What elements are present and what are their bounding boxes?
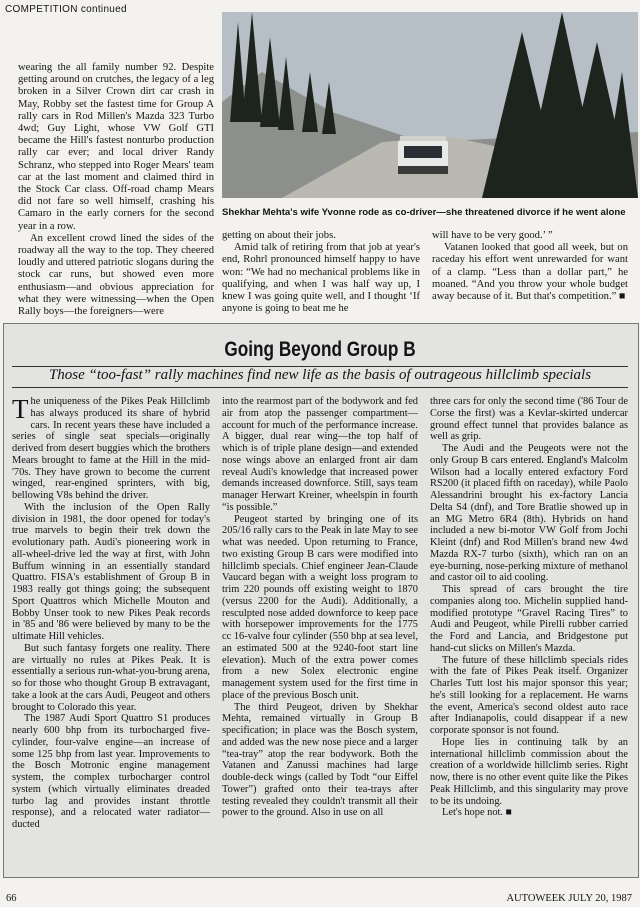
sidebar-paragraph: The 1987 Audi Sport Quattro S1 produces nearly 600 bhp from its turbocharged five-cylinder, four-valve engine—an increase of some 125 bhp from last year. Improvements to the Bosch Motronic engine management system, the complex turbocharger control system (which virtually eliminates dreaded turbo lag and provides instant throttle response), and a relocated water radiator—ducted: [12, 713, 210, 830]
rally-car: [398, 136, 448, 174]
article-paragraph: Vatanen looked that good all week, but on raceday his effort went unrewarded for want of a clamp. “Less than a dollar part,” he moaned. “And you throw your whole budget away because of it. But that's competition.” ■: [432, 242, 628, 303]
article-column-2: [222, 230, 420, 315]
page-number: 66: [6, 893, 17, 904]
drop-cap: T: [12, 394, 29, 424]
sidebar-column-2: [222, 396, 418, 819]
sidebar-paragraph: But such fantasy forgets one reality. There are virtually no rules at Pikes Peak. It is essentially a serious run-what-you-brung arena, so for those who thought Group B extravagant, take a look at the cars Audi, Peugeot and others brought to Colorado this year.: [12, 642, 210, 713]
sidebar-paragraph: Let's hope not. ■: [442, 807, 512, 819]
subtitle-rule: [12, 387, 628, 388]
sidebar-paragraph: The future of these hillclimb specials rides with the fate of Pikes Peak itself. Organizer Charles Tutt lost his major sponsor this year; he's still looking for a replacement. He warns the event, America's second oldest auto race after Indianapolis, could disappear if a new corporate sponsor is not found.: [430, 654, 628, 736]
article-column-1: [18, 62, 214, 318]
sidebar-column-3: [430, 396, 628, 819]
sidebar-column-1: [12, 396, 210, 831]
photo-illustration: [222, 12, 638, 198]
sidebar-paragraph: into the rearmost part of the bodywork and fed air from atop the passenger compartment—account for much of the performance increase. A bigger, dual rear wing—the top half of which is of triple plane design—and extended nose wings above an enlarged front air dam reveal Audi's knowledge that increased power demands increased downforce. Still, says team manager Herwart Kreiner, wheelspin in fourth “is possible.”: [222, 396, 418, 513]
article-paragraph: will have to be very good.’ ”: [432, 230, 553, 241]
article-paragraph: wearing the all family number 92. Despite getting around on crutches, the legacy of a leg broken in a Silver Crown dirt car crash in May, Robby set the fastest time for Group A rally cars in Rod Millen's Mazda 323 Turbo 4wd; Guy Light, whose VW Golf GTI became the Hill's fastest nonturbo production rally car ever; and local driver Randy Schranz, who stepped into Roger Mears' team car at the last moment and claimed third in the Stock Car class. Off-road champ Mears did not fare so well himself, crashing his Camaro in the early corners for the second year in a row.: [18, 62, 214, 232]
article-paragraph: getting on about their jobs.: [222, 230, 336, 241]
sidebar-paragraph: This spread of cars brought the tire companies along too. Michelin supplied hand-modified prototype “Gravel Racing Tires” to Audi and Peugeot, while Pirelli rubber carried the Ford and Lancia, and Bridgestone put hand-cut slicks on Millen's Mazda.: [430, 584, 628, 654]
sidebar-title: Going Beyond Group B: [224, 338, 416, 361]
article-column-3: [432, 230, 628, 303]
section-header: COMPETITION continued: [5, 4, 127, 15]
sidebar-paragraph: Hope lies in continuing talk by an international hillclimb commission about the creation of a worldwide hillclimb series. Right now, there is no other event quite like the Pikes Peak Hillclimb, and this singularity may prove to be its undoing.: [430, 736, 628, 807]
sidebar-paragraph: The uniqueness of the Pikes Peak Hillclimb has always produced its share of hybrid cars. In recent years these have included a series of single seat specials—originally derived from desert buggies which the brothers Mears brought to fame at the Hill in the mid-'70s. They have grown to become the current winged, rear-engined sprinters, with big, bellowing V8s behind the driver.: [12, 394, 210, 501]
sidebar-paragraph: Peugeot started by bringing one of its 205/16 rally cars to the Peak in late May to see what was needed. Upon returning to France, two existing Group B cars were modified into hillclimb specials. Chief engineer Jean-Claude Vaucard began with a weight loss program to trim 220 pounds off existing weight to 1870 (versus 2200 for the Audi). Additionally, a resculpted nose added downforce to keep pace with horsepower improvements for the 1775 cc 16-valve four cylinder (550 bhp at sea level, an estimated 500 at the 9240-foot start line elevation). Much of the extra power comes from a new Solex electronic engine management system used for the first time in place of the previous Bosch unit.: [222, 513, 418, 701]
sidebar-subtitle: Those “too-fast” rally machines find new life as the basis of outrageous hillclimb specials: [48, 367, 592, 383]
photo-caption: Shekhar Mehta's wife Yvonne rode as co-driver—she threatened divorce if he went alone: [222, 207, 626, 218]
rally-car-photo: [222, 12, 638, 198]
article-paragraph: Amid talk of retiring from that job at year's end, Rohrl pronounced himself happy to have won: “We had no mechanical problems like in qualifying, and when I was half way up, I knew I was going quite well, and I thought ‘If anyone is going to beat me he: [222, 242, 420, 315]
article-paragraph: An excellent crowd lined the sides of the roadway all the way to the top. They cheered loudly and uttered patriotic slogans during the stock car runs, but showed even more enthusiasm—and obvious appreciation for what they were witnessing—when the Open Rally boys—the foreigners—were: [18, 232, 214, 318]
publication-footer: AUTOWEEK JULY 20, 1987: [506, 893, 632, 904]
sidebar-paragraph: With the inclusion of the Open Rally division in 1981, the door opened for today's true marvels to begin their trek down the evolutionary path. Audi's pioneering work in all-wheel-drive led the way at first, with John Buffum winning in an essentially standard Quattro. FISA's establishment of Group B in 1983 really got things going; the subsequent Sport Quattros which Michelle Mouton and Bobby Unser took to new Pikes Peak records in '85 and '86 were believed by many to be the ultimate Hill vehicles.: [12, 501, 210, 642]
sidebar-paragraph: three cars for only the second time ('86 Tour de Corse the first) was a Kevlar-skirted undercar ground effect tunnel that provides balance as well as grip.: [430, 396, 628, 443]
sidebar-paragraph: The Audi and the Peugeots were not the only Group B cars entered. England's Malcolm Wilson had a locally entered exfactory Ford RS200 (it placed fifth on raceday), while Paolo Alessandrini brought his ex-factory Lancia Delta S4 (dnf), and Tore Bratlie showed up in an MG Metro 6R4 (8th). Hybrids on hand included a new bi-motor VW Golf from Jochi Kleint (dnf) and Rod Millen's brand new 4wd Mazda RX-7 turbo (sixth), which ran on an eye-burning, nose-perking mixture of methanol and castor oil to aid cooling.: [430, 443, 628, 584]
sidebar-paragraph: The third Peugeot, driven by Shekhar Mehta, remained virtually in Group B specification; in place was the Bosch system, and added was the new nose piece and a larger “tea-tray” atop the rear bodywork. Both the Vatanen and Zanussi machines had large double-deck wings (called by Todt “our Eiffel Tower”) grafted onto their tea-trays after testing revealed they couldn't transmit all their power to the ground. Also in use on all: [222, 701, 418, 819]
